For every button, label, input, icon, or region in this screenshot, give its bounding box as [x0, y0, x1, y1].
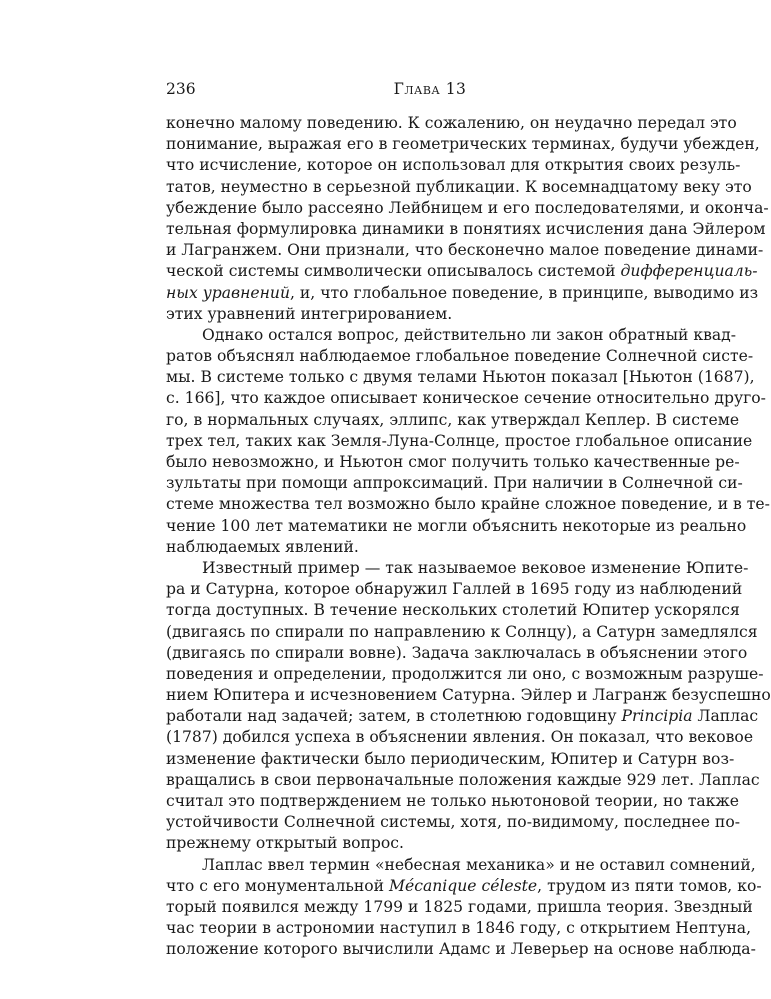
text-line: Известный пример — так называемое вековое изменение Юпите-	[202, 558, 749, 577]
text-line: считал это подтверждением не только ньютоновой теории, но также	[166, 792, 739, 810]
text-line: положение которого вычислили Адамс и Леверьер на основе наблюда-	[166, 940, 756, 959]
text-line: торый появился между 1799 и 1825 годами, пришла теория. Звездный	[166, 897, 753, 916]
paragraph	[166, 558, 771, 855]
paragraph	[166, 325, 770, 558]
text-line: было невозможно, и Ньютон смог получить только качественные ре-	[166, 453, 740, 471]
text-line: Лаплас ввел термин «небесная механика» и не оставил сомнений,	[202, 855, 756, 874]
text-line: ческой системы символически описывалось системой дифференциаль-	[166, 262, 758, 281]
text-line: тогда доступных. В течение нескольких столетий Юпитер ускорялся	[166, 601, 740, 620]
text-line: го, в нормальных случаях, эллипс, как утверждал Кеплер. В системе	[166, 410, 740, 429]
paragraph	[166, 113, 769, 325]
text-line: час теории в астрономии наступил в 1846 году, с открытием Нептуна,	[166, 919, 752, 938]
text-line: с. 166], что каждое описывает коническое сечение относительно друго-	[166, 389, 766, 408]
text-line: зультаты при помощи аппроксимаций. При наличии в Солнечной си-	[166, 474, 743, 493]
text-line: изменение фактически было периодическим, Юпитер и Сатурн воз-	[166, 749, 735, 768]
text-line: (двигаясь по спирали по направлению к Солнцу), а Сатурн замедлялся	[166, 622, 758, 641]
emphasis: дифференциаль-	[620, 262, 758, 281]
text-line: поведения и определении, продолжится ли оно, с возможным разруше-	[166, 664, 764, 683]
chapter-title: Глава 13	[393, 80, 467, 98]
text-line: наблюдаемых явлений.	[166, 537, 359, 556]
text-line: нием Юпитера и исчезновением Сатурна. Эйлер и Лагранж безуспешно	[166, 686, 771, 705]
body-text	[166, 113, 771, 961]
text-line: (1787) добился успеха в объяснении явления. Он показал, что вековое	[166, 728, 754, 747]
text-line: мы. В системе только с двумя телами Ньютон показал [Ньютон (1687),	[166, 368, 755, 387]
text-line: чение 100 лет математики не могли объяснить некоторые из реально	[166, 516, 747, 535]
text-line: что с его монументальной Mécanique céleste, трудом из пяти томов, ко-	[166, 876, 762, 895]
text-line: конечно малому поведению. К сожалению, он неудачно передал это	[166, 114, 737, 132]
text-line: татов, неуместно в серьезной публикации. К восемнадцатому веку это	[166, 177, 752, 196]
text-line: работали над задачей; затем, в столетнюю годовщину Principia Лаплас	[166, 707, 759, 726]
text-line: убеждение было рассеяно Лейбницем и его последователями, и оконча-	[166, 198, 769, 217]
text-line: (двигаясь по спирали вовне). Задача заключалась в объяснении этого	[166, 643, 748, 662]
text-line: ра и Сатурна, которое обнаружил Галлей в 1695 году из наблюдений	[166, 580, 743, 599]
text-line: устойчивости Солнечной системы, хотя, по-видимому, последнее по-	[166, 813, 740, 832]
text-line: трех тел, таких как Земля-Луна-Солнце, простое глобальное описание	[166, 431, 753, 450]
running-header	[166, 78, 694, 100]
text-line: ратов объяснял наблюдаемое глобальное поведение Солнечной систе-	[166, 347, 754, 366]
page-number: 236	[166, 80, 196, 98]
text-line: понимание, выражая его в геометрических терминах, будучи убежден,	[166, 135, 760, 154]
text-line: тельная формулировка динамики в понятиях исчисления дана Эйлером	[166, 219, 766, 238]
text-line: этих уравнений интегрированием.	[166, 304, 453, 323]
paragraph	[166, 855, 762, 961]
emphasis: ных уравнений	[166, 283, 290, 302]
text-line: и Лагранжем. Они признали, что бесконечно малое поведение динами-	[166, 241, 764, 260]
text-line: ных уравнений, и, что глобальное поведение, в принципе, выводимо из	[166, 283, 759, 302]
text-line: Однако остался вопрос, действительно ли закон обратный квад-	[202, 325, 737, 344]
emphasis: Mécanique céleste	[389, 876, 538, 895]
text-line: вращались в свои первоначальные положения каждые 929 лет. Лаплас	[166, 770, 760, 789]
text-line: стеме множества тел возможно было крайне сложное поведение, и в те-	[166, 495, 770, 514]
text-line: прежнему открытый вопрос.	[166, 834, 404, 853]
emphasis: Principia	[621, 707, 693, 726]
text-line: что исчисление, которое он использовал для открытия своих резуль-	[166, 156, 741, 175]
